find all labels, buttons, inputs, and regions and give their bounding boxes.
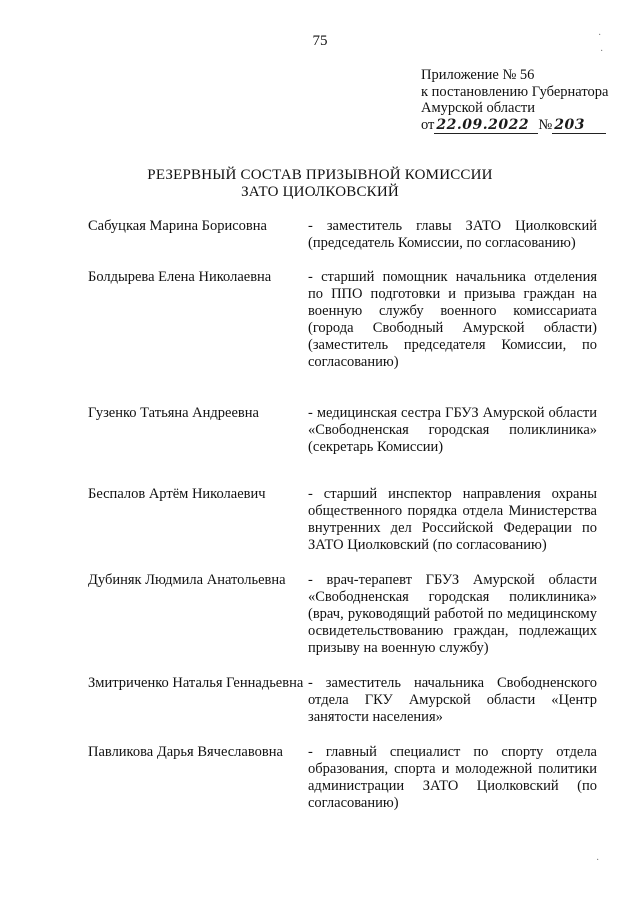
annex-line-3: Амурской области: [421, 100, 535, 116]
member-name: Дубиняк Людмила Анатольевна: [88, 572, 286, 588]
member-name: Сабуцкая Марина Борисовна: [88, 218, 267, 234]
annex-line-2: к постановлению Губернатора: [421, 83, 609, 100]
handwritten-date: 22.09.2022: [436, 116, 530, 133]
member-name: Змитриченко Наталья Геннадьевна: [88, 675, 304, 691]
scan-speck: ·: [596, 855, 600, 866]
annex-header: [421, 67, 608, 134]
member-role: - старший инспектор направления охраны общественного порядка отдела Министерства внутренних дел Российской Федерации по ЗАТО Циолковский (по согласованию): [308, 486, 597, 553]
member-name: Гузенко Татьяна Андреевна: [88, 405, 259, 421]
date-prefix: от: [421, 116, 435, 133]
page-number: 75: [312, 33, 328, 49]
member-role: - заместитель главы ЗАТО Циолковский (председатель Комиссии, по согласованию): [308, 218, 597, 251]
date-field: [434, 117, 538, 134]
member-row: [88, 675, 608, 726]
member-name: Беспалов Артём Николаевич: [88, 486, 266, 502]
scan-speck: ·: [600, 46, 604, 57]
title-line-2: ЗАТО ЦИОЛКОВСКИЙ: [241, 184, 399, 200]
member-role: - заместитель начальника Свободненского отдела ГКУ Амурской области «Центр занятости населения»: [308, 675, 597, 725]
member-name: Болдырева Елена Николаевна: [88, 269, 272, 285]
member-name: Павликова Дарья Вячеславовна: [88, 744, 283, 760]
member-row: [88, 572, 608, 657]
member-row: [88, 218, 608, 252]
number-field: [552, 117, 606, 134]
member-role: - медицинская сестра ГБУЗ Амурской области «Свободненская городская поликлиника» (секретарь Комиссии): [308, 405, 597, 455]
scan-speck: ·: [598, 30, 602, 41]
annex-date-line: [421, 117, 608, 134]
member-row: [88, 744, 608, 812]
member-row: [88, 486, 608, 554]
member-role: - старший помощник начальника отделения по ППО подготовки и призыва граждан на военную службу военного комиссариата (города Свободный Амурской области) (заместитель председателя Комиссии, по согласованию): [308, 269, 597, 370]
handwritten-number: 203: [554, 116, 585, 133]
member-role: - главный специалист по спорту отдела образования, спорта и молодежной политики администрации ЗАТО Циолковский (по согласованию): [308, 744, 597, 811]
number-prefix: №: [538, 116, 553, 133]
member-row: [88, 269, 608, 371]
document-title: [0, 167, 640, 201]
member-row: [88, 405, 608, 456]
member-role: - врач-терапевт ГБУЗ Амурской области «Свободненская городская поликлиника» (врач, руководящий работой по медицинскому освидетельствованию граждан, подлежащих призыву на военную службу): [308, 572, 597, 656]
title-line-1: РЕЗЕРВНЫЙ СОСТАВ ПРИЗЫВНОЙ КОМИССИИ: [147, 167, 493, 183]
annex-line-1: Приложение № 56: [421, 67, 535, 83]
members-list: [88, 218, 608, 812]
